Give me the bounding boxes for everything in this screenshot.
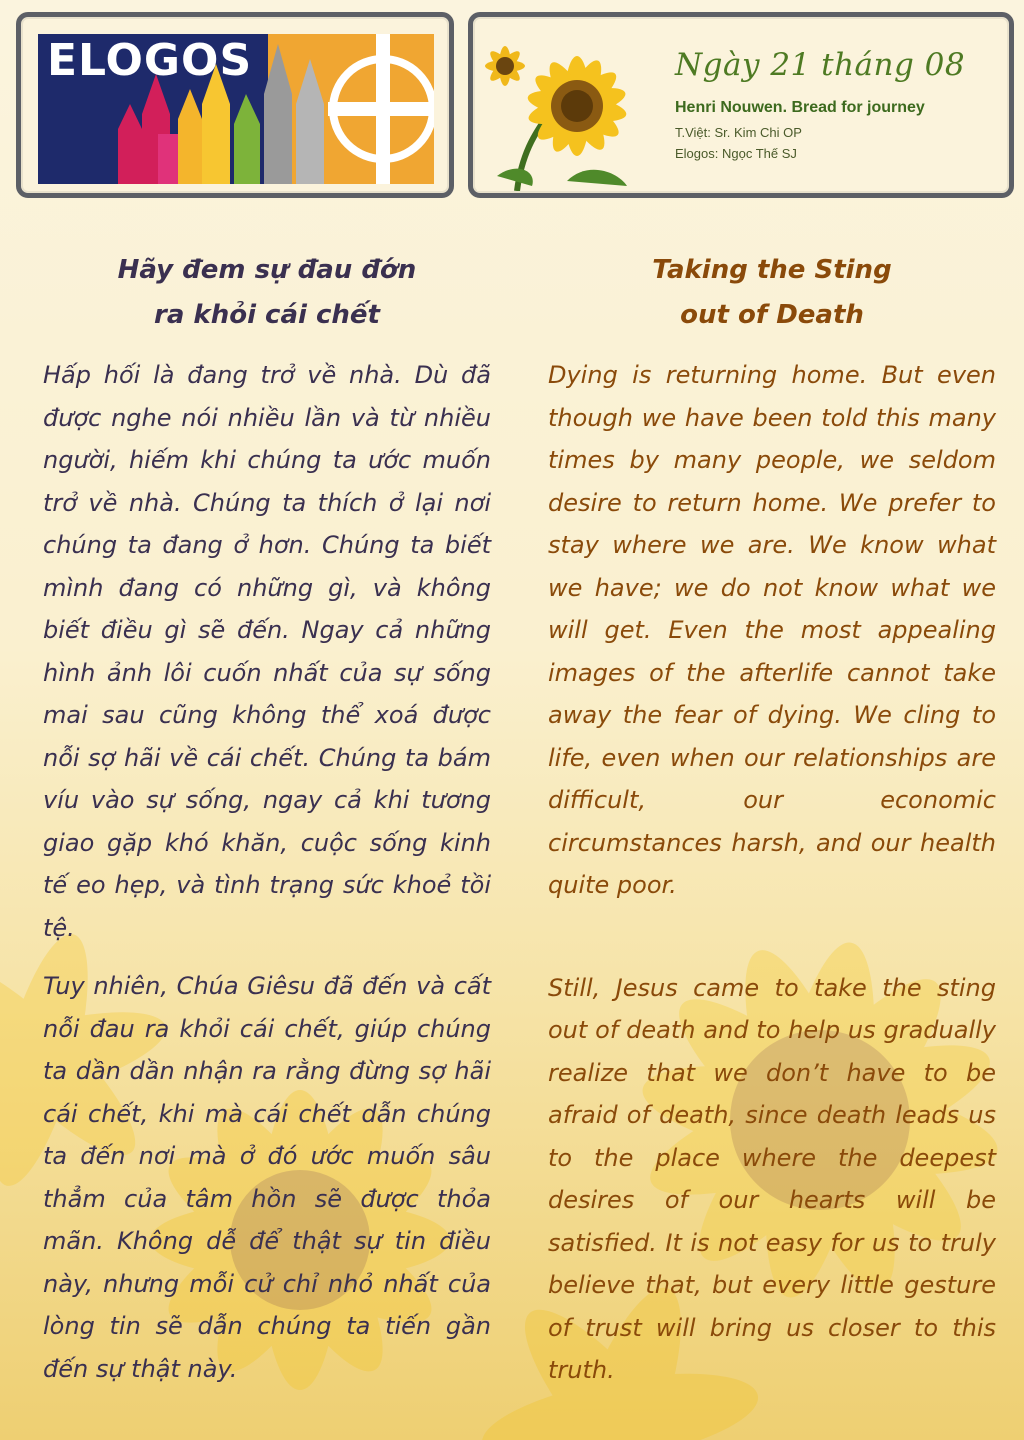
- vietnamese-title-line2: ra khỏi cái chết: [154, 300, 380, 330]
- english-paragraph-1: Dying is returning home. But even though we have been told this many times by many people, we seldom desire to return home. We prefer to stay where we are. We know what we have; we do not know what we will get. Even the most appealing images of the afterlife cannot take away the fear of dying. We cling to life, even when our relationships are difficult, our economic circumstances harsh, and our health quite poor.: [548, 361, 996, 899]
- date-title: Ngày 21 tháng 08: [675, 47, 966, 83]
- editor-credit: Elogos: Ngọc Thế SJ: [675, 146, 797, 161]
- vietnamese-title-line1: Hãy đem sự đau đớn: [117, 255, 417, 285]
- info-frame: [468, 12, 1014, 198]
- english-title: [548, 248, 996, 338]
- vietnamese-title: [43, 248, 491, 338]
- vietnamese-column: [43, 248, 491, 1390]
- header-info: [675, 47, 999, 167]
- translator-credit: T.Việt: Sr. Kim Chi OP: [675, 125, 802, 140]
- english-paragraph-2: Still, Jesus came to take the sting out of death and to help us gradually realize that we don’t have to be afraid of death, since death leads us to the place where the deepest desires of our hearts will be satisfied. It is not easy for us to truly believe that, but every little gesture of trust will bring us closer to this truth.: [548, 973, 996, 1384]
- english-title-line2: out of Death: [680, 300, 864, 330]
- sunflower-image: [477, 21, 647, 191]
- logo-wordmark: ELOGOS: [47, 35, 253, 86]
- logo-frame: [16, 12, 454, 198]
- vietnamese-paragraph-2: Tuy nhiên, Chúa Giêsu đã đến và cất nỗi đau ra khỏi cái chết, giúp chúng ta dần dần nhận ra rằng đừng sợ hãi cái chết, khi mà cái chết dẫn chúng ta đến nơi mà ở đó ước muốn sâu thẳm của tâm hồn sẽ được thỏa mãn. Không dễ để thật sự tin điều này, nhưng mỗi cử chỉ nhỏ nhất của lòng tin sẽ dẫn chúng ta tiến gần đến sự thật này.: [43, 972, 491, 1383]
- vietnamese-paragraph-1: Hấp hối là đang trở về nhà. Dù đã được nghe nói nhiều lần và từ nhiều người, hiếm khi chúng ta ước muốn trở về nhà. Chúng ta thích ở lại nơi chúng ta đang ở hơn. Chúng ta biết mình đang có những gì, và không biết điều gì sẽ đến. Ngay cả những hình ảnh lôi cuốn nhất của sự sống mai sau cũng không thể xoá được nỗi sợ hãi về cái chết. Chúng ta bám víu vào sự sống, ngay cả khi tương giao gặp khó khăn, cuộc sống kinh tế eo hẹp, và tình trạng sức khoẻ tồi tệ.: [43, 361, 491, 942]
- english-title-line1: Taking the Sting: [652, 255, 892, 285]
- english-column: [548, 248, 996, 1392]
- book-title: Henri Nouwen. Bread for journey: [675, 99, 925, 116]
